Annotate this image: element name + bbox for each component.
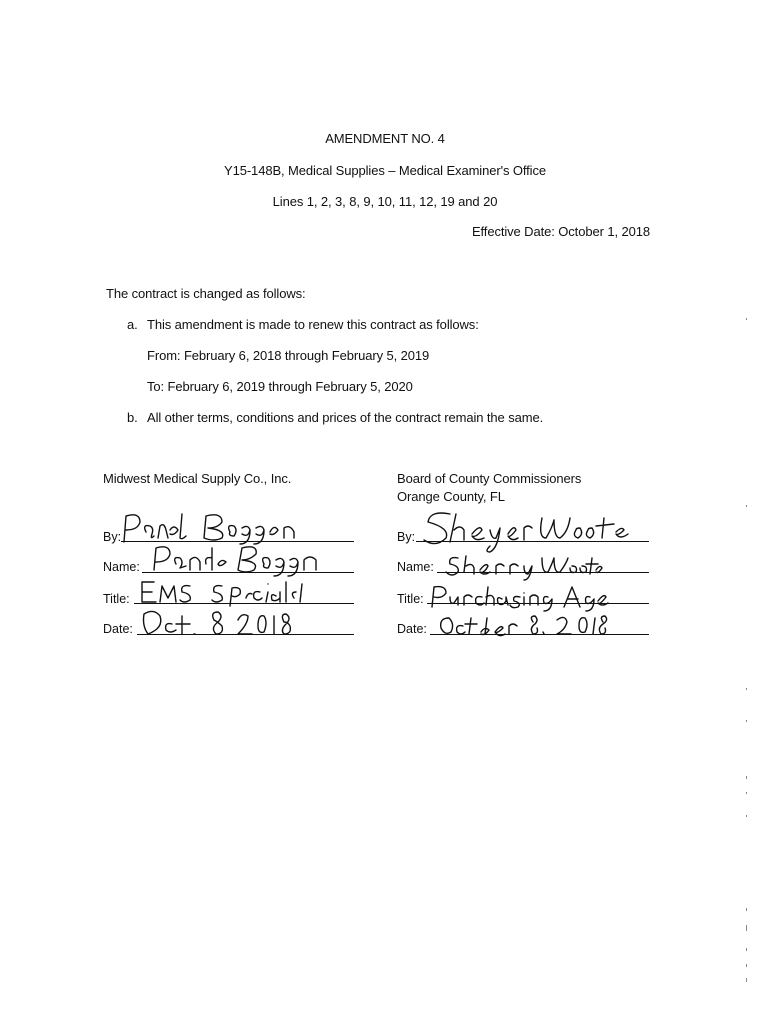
- vendor-by-label: By:: [103, 530, 122, 544]
- county-org-line2: Orange County, FL: [397, 489, 505, 504]
- county-date-handwriting: [437, 612, 607, 642]
- county-name-label: Name:: [397, 560, 434, 574]
- vendor-date-label: Date:: [103, 622, 133, 636]
- vendor-title-handwriting: [136, 574, 306, 608]
- county-date-label: Date:: [397, 622, 427, 636]
- scan-artifacts: [746, 300, 752, 1000]
- vendor-company: Midwest Medical Supply Co., Inc.: [103, 471, 292, 486]
- item-b-marker: b.: [127, 410, 138, 425]
- intro-text: The contract is changed as follows:: [106, 286, 306, 301]
- to-line: To: February 6, 2019 through February 5, 2020: [147, 379, 413, 394]
- effective-date: Effective Date: October 1, 2018: [471, 224, 650, 239]
- county-signature: [420, 508, 630, 556]
- contract-lines: Lines 1, 2, 3, 8, 9, 10, 11, 12, 19 and 20: [272, 194, 498, 209]
- item-a-text: This amendment is made to renew this contract as follows:: [147, 317, 479, 332]
- county-name-handwriting: [444, 550, 604, 582]
- vendor-date-handwriting: [138, 604, 298, 638]
- county-title-label: Title:: [397, 592, 424, 606]
- item-a-marker: a.: [127, 317, 138, 332]
- vendor-title-label: Title:: [103, 592, 130, 606]
- county-org-line1: Board of County Commissioners: [397, 471, 582, 486]
- contract-subtitle: Y15-148B, Medical Supplies – Medical Examiner's Office: [224, 163, 546, 178]
- amendment-title: AMENDMENT NO. 4: [325, 131, 445, 146]
- county-title-handwriting: [428, 581, 608, 613]
- from-line: From: February 6, 2018 through February 5, 2019: [147, 348, 430, 363]
- county-by-label: By:: [397, 530, 416, 544]
- vendor-name-label: Name:: [103, 560, 140, 574]
- vendor-name-handwriting: [146, 540, 326, 578]
- item-b-text: All other terms, conditions and prices of the contract remain the same.: [147, 410, 544, 425]
